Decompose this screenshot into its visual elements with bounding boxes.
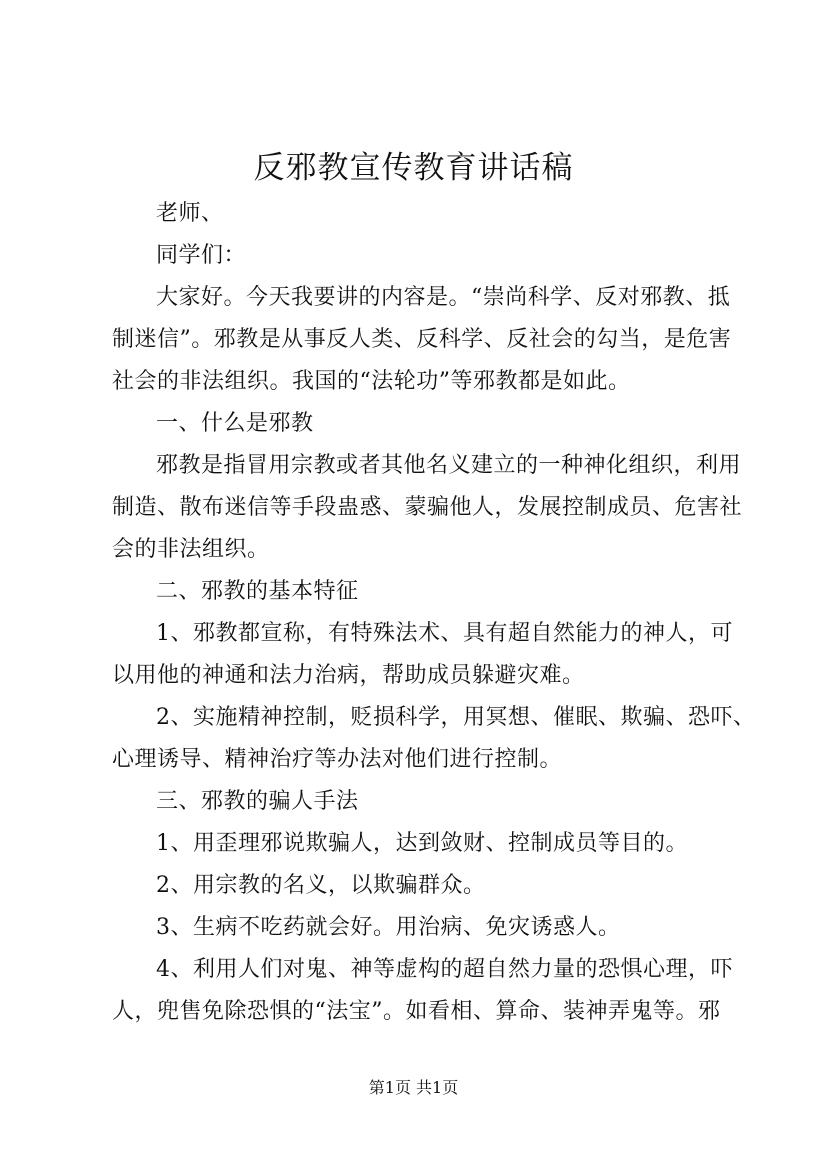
salutation-students: 同学们： xyxy=(156,243,247,268)
list-item: 1、用歪理邪说欺骗人，达到敛财、控制成员等目的。 xyxy=(156,831,688,856)
section-heading-2: 二、邪教的基本特征 xyxy=(156,579,359,604)
paragraph-line: 制造、散布迷信等手段蛊惑、蒙骗他人，发展控制成员、危害社 xyxy=(112,495,743,520)
list-item: 4、利用人们对鬼、神等虚构的超自然力量的恐惧心理，吓 xyxy=(156,957,733,982)
paragraph-line: 制迷信”。邪教是从事反人类、反科学、反社会的勾当，是危害 xyxy=(112,327,732,352)
paragraph-line: 邪教是指冒用宗教或者其他名义建立的一种神化组织，利用 xyxy=(156,453,742,478)
salutation-teachers: 老师、 xyxy=(156,201,224,226)
paragraph-line: 心理诱导、精神治疗等办法对他们进行控制。 xyxy=(112,747,563,772)
list-item: 3、生病不吃药就会好。用治病、免灾诱惑人。 xyxy=(156,915,621,940)
paragraph-line: 大家好。今天我要讲的内容是。“崇尚科学、反对邪教、抵 xyxy=(156,285,731,310)
document-title: 反邪教宣传教育讲话稿 xyxy=(253,150,574,186)
page-footer: 第1页 共1页 xyxy=(368,1078,459,1097)
paragraph-line: 人，兜售免除恐惧的“法宝”。如看相、算命、装神弄鬼等。邪 xyxy=(112,999,721,1024)
paragraph-line: 社会的非法组织。我国的“法轮功”等邪教都是如此。 xyxy=(112,369,631,394)
paragraph-line: 1、邪教都宣称，有特殊法术、具有超自然能力的神人，可 xyxy=(156,621,733,646)
section-heading-3: 三、邪教的骗人手法 xyxy=(156,789,359,814)
paragraph-line: 会的非法组织。 xyxy=(112,537,270,562)
list-item: 2、用宗教的名义，以欺骗群众。 xyxy=(156,873,486,898)
paragraph-line: 2、实施精神控制，贬损科学，用冥想、催眠、欺骗、恐吓、 xyxy=(156,705,756,730)
section-heading-1: 一、什么是邪教 xyxy=(156,411,314,436)
paragraph-line: 以用他的神通和法力治病，帮助成员躲避灾难。 xyxy=(112,663,585,688)
